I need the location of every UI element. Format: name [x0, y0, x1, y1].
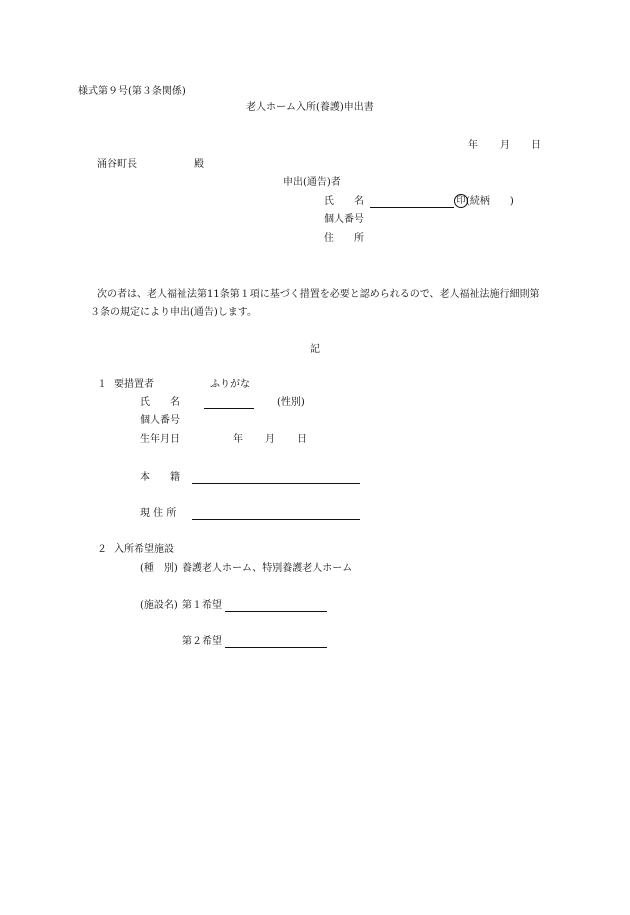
section2-number: ２	[97, 544, 107, 555]
section2-title: 入所希望施設	[114, 544, 174, 555]
seal-mark: 印	[454, 194, 468, 208]
gender-label: (性別)	[277, 397, 305, 408]
section1-number: １	[97, 379, 107, 390]
facility-name-label: (施設名)	[140, 600, 178, 611]
domicile-line	[192, 483, 360, 484]
facility-type-value: 養護老人ホーム、特別養護老人ホーム	[182, 563, 353, 574]
applicant-heading: 申出(通告)者	[283, 177, 341, 188]
current-address-label: 現 住 所	[140, 508, 177, 519]
date-month: 月	[500, 140, 510, 151]
applicant-name-line	[370, 207, 454, 208]
current-address-line	[192, 519, 360, 520]
addressee-name: 涌谷町長	[97, 159, 137, 170]
facility-type-label: (種 別)	[140, 563, 178, 574]
body-text-line2: ３条の規定により申出(通告)します。	[90, 307, 258, 318]
form-number: 様式第９号(第３条関係)	[78, 86, 186, 97]
date-year: 年	[468, 140, 478, 151]
domicile-label: 本 籍	[140, 472, 180, 483]
second-choice-line	[225, 647, 327, 648]
person-name-line	[204, 408, 254, 409]
body-text-line1: 次の者は、老人福祉法第11条第１項に基づく措置を必要と認められるので、老人福祉法施行細則第	[97, 289, 540, 300]
date-day: 日	[531, 140, 541, 151]
applicant-personal-number-label: 個人番号	[324, 214, 364, 225]
person-personal-number-label: 個人番号	[140, 415, 180, 426]
birth-year: 年	[233, 434, 243, 445]
document-title: 老人ホーム入所(養護)申出書	[246, 102, 374, 113]
ki-heading: 記	[310, 344, 320, 355]
applicant-name-label: 氏 名	[324, 196, 364, 207]
birth-month: 月	[265, 434, 275, 445]
addressee-honorific: 殿	[194, 159, 204, 170]
first-choice-label: 第１希望	[182, 600, 222, 611]
second-choice-label: 第２希望	[182, 636, 222, 647]
first-choice-line	[225, 611, 327, 612]
applicant-relation: (続柄 )	[466, 196, 514, 207]
person-name-label: 氏 名	[140, 397, 180, 408]
birth-date-label: 生年月日	[140, 434, 180, 445]
applicant-address-label: 住 所	[324, 233, 364, 244]
section1-title: 要措置者	[114, 379, 154, 390]
birth-day: 日	[297, 434, 307, 445]
furigana-label: ふりがな	[210, 379, 250, 390]
